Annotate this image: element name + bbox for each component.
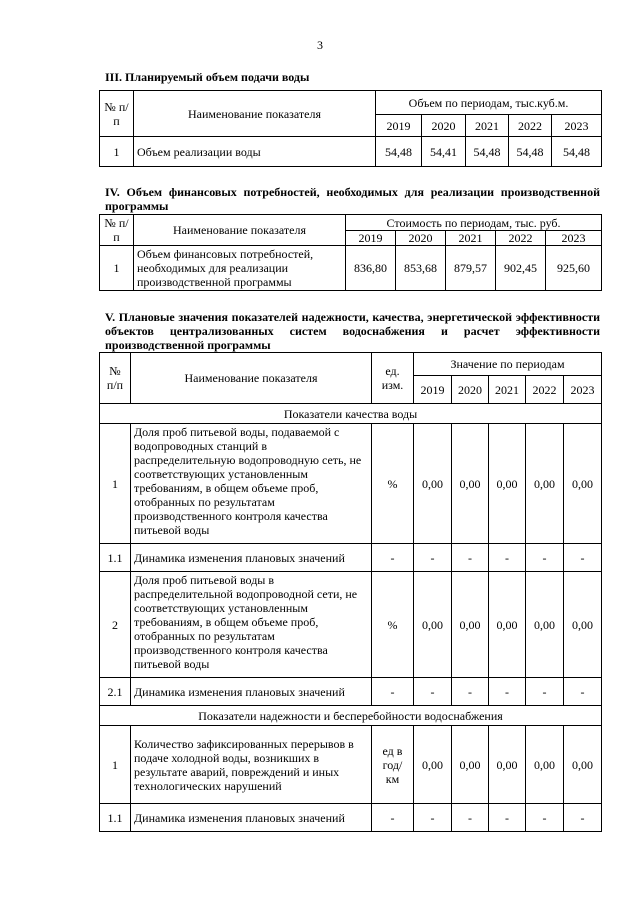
value-cell: - [414,804,452,832]
row-num: 1 [100,137,134,167]
value-cell: 54,48 [552,137,602,167]
row-name: Динамика изменения плановых значений [131,678,372,706]
section-3-table [99,90,602,167]
value-cell: - [489,544,526,572]
year-cell: 2022 [496,231,546,246]
table-row [100,544,602,572]
row-unit: - [372,678,414,706]
header-name: Наименование показателя [134,215,346,246]
value-cell: - [526,544,564,572]
section-3-title: III. Планируемый объем подачи воды [105,70,310,84]
value-cell: 0,00 [489,726,526,804]
table-row [100,804,602,832]
page-number: 3 [317,38,323,52]
header-name: Наименование показателя [131,353,372,404]
value-cell: - [414,678,452,706]
row-name: Объем финансовых потребностей, необходимых для реализации производственной программы [134,246,346,291]
header-periods: Стоимость по периодам, тыс. руб. [346,215,602,231]
value-cell: - [489,678,526,706]
value-cell: 0,00 [526,424,564,544]
value-cell: - [414,544,452,572]
year-cell: 2019 [414,376,452,404]
group-header-quality: Показатели качества воды [100,404,602,424]
value-cell: - [564,678,602,706]
value-cell: - [452,678,489,706]
value-cell: 879,57 [446,246,496,291]
row-name: Доля проб питьевой воды, подаваемой с водопроводных станций в распределительную водопроводную сеть, не соответствующих установленным требованиям, в общем объеме проб, отобранных по результатам производственного контроля качества питьевой воды [131,424,372,544]
row-unit: % [372,572,414,678]
year-cell: 2023 [564,376,602,404]
header-num: № п/п [100,215,134,246]
row-name: Объем реализации воды [134,137,376,167]
value-cell: 54,41 [422,137,466,167]
value-cell: 0,00 [526,726,564,804]
value-cell: 0,00 [564,424,602,544]
section-4-table [99,214,602,291]
row-unit: ед в год/ км [372,726,414,804]
year-cell: 2023 [546,231,602,246]
header-unit: ед. изм. [372,353,414,404]
header-periods: Значение по периодам [414,353,602,376]
value-cell: - [564,804,602,832]
year-cell: 2021 [466,115,509,137]
row-num: 2 [100,572,131,678]
value-cell: 0,00 [414,572,452,678]
row-name: Динамика изменения плановых значений [131,544,372,572]
value-cell: 0,00 [489,424,526,544]
value-cell: 0,00 [452,424,489,544]
value-cell: - [564,544,602,572]
year-cell: 2020 [422,115,466,137]
row-num: 1 [100,424,131,544]
year-cell: 2020 [452,376,489,404]
row-name: Количество зафиксированных перерывов в подаче холодной воды, возникших в результате аварий, повреждений и иных технологических нарушений [131,726,372,804]
row-name: Динамика изменения плановых значений [131,804,372,832]
section-5-title: V. Плановые значения показателей надежности, качества, энергетической эффективности объектов централизованных систем водоснабжения и расчет эффективности производственной программы [105,310,600,352]
value-cell: 54,48 [376,137,422,167]
value-cell: - [526,804,564,832]
value-cell: 0,00 [414,726,452,804]
year-cell: 2021 [446,231,496,246]
year-cell: 2021 [489,376,526,404]
header-num: № п/п [100,91,134,137]
value-cell: 0,00 [489,572,526,678]
year-cell: 2019 [346,231,396,246]
year-cell: 2022 [509,115,552,137]
table-row [100,424,602,544]
row-unit: % [372,424,414,544]
row-num: 1.1 [100,544,131,572]
value-cell: 0,00 [414,424,452,544]
value-cell: 925,60 [546,246,602,291]
value-cell: - [452,544,489,572]
row-num: 1 [100,246,134,291]
row-name: Доля проб питьевой воды в распределительной водопроводной сети, не соответствующих установленным требованиям, в общем объеме проб, отобранных по результатам производственного контроля качества питьевой воды [131,572,372,678]
table-row [100,246,602,291]
value-cell: - [452,804,489,832]
value-cell: 0,00 [452,572,489,678]
value-cell: 0,00 [526,572,564,678]
value-cell: 54,48 [509,137,552,167]
year-cell: 2022 [526,376,564,404]
row-unit: - [372,804,414,832]
header-num: № п/п [100,353,131,404]
value-cell: 853,68 [396,246,446,291]
year-cell: 2023 [552,115,602,137]
table-row [100,572,602,678]
value-cell: 0,00 [564,572,602,678]
value-cell: 0,00 [452,726,489,804]
section-5-table [99,352,602,832]
row-num: 1.1 [100,804,131,832]
table-row [100,726,602,804]
table-row [100,137,602,167]
group-header-reliability: Показатели надежности и бесперебойности водоснабжения [100,706,602,726]
table-row [100,678,602,706]
year-cell: 2019 [376,115,422,137]
header-name: Наименование показателя [134,91,376,137]
row-num: 2.1 [100,678,131,706]
value-cell: - [526,678,564,706]
header-periods: Объем по периодам, тыс.куб.м. [376,91,602,115]
value-cell: 902,45 [496,246,546,291]
year-cell: 2020 [396,231,446,246]
value-cell: 836,80 [346,246,396,291]
value-cell: - [489,804,526,832]
row-unit: - [372,544,414,572]
value-cell: 0,00 [564,726,602,804]
section-4-title: IV. Объем финансовых потребностей, необходимых для реализации производственной программы [105,185,600,213]
row-num: 1 [100,726,131,804]
value-cell: 54,48 [466,137,509,167]
